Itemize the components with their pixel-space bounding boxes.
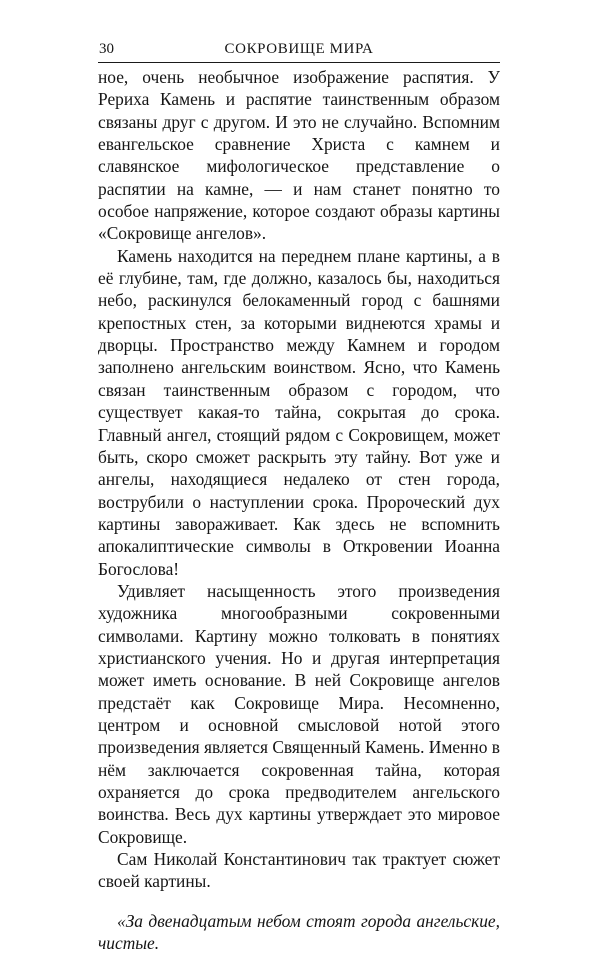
running-header — [98, 40, 500, 63]
paragraph: Камень находится на переднем плане картины, а в её глубине, там, где должно, казалось бы, находиться небо, раскинулся белокаменный город с башнями крепостных стен, за которыми виднеются храмы и дворцы. Пространство между Камнем и городом заполнено ангельским воинством. Ясно, что Камень связан таинственным образом с городом, что существует какая-то тайна, сокрытая до срока. Главный ангел, стоящий рядом с Сокровищем, может быть, скоро сможет раскрыть эту тайну. Вот уже и ангелы, находящиеся недалеко от стен города, вострубили о наступлении срока. Пророческий дух картины завораживает. Как здесь не вспомнить апокалиптические символы в Откровении Иоанна Богослова! — [98, 245, 500, 579]
paragraph: ное, очень необычное изображение распятия. У Рериха Камень и распятие таинственным образом связаны друг с другом. И это не случайно. Вспомним евангельское сравнение Христа с камнем и славянское мифологическое представление о распятии на камне, — и нам станет понятно то особое напряжение, которое создают образы картины «Сокровище ангелов». — [98, 67, 500, 244]
running-title: СОКРОВИЩЕ МИРА — [224, 41, 374, 57]
paragraph: Удивляет насыщенность этого произведения художника многообразными сокровенными символами. Картину можно толковать в понятиях христианского учения. Но и другая интерпретация может иметь основание. В ней Сокровище ангелов предстаёт как Сокровище Мира. Несомненно, центром и основной смысловой нотой этого произведения является Священный Камень. Именно в нём заключается сокровенная тайна, которая охраняется до срока предводителем ангельского воинства. Весь дух картины утверждает это мировое Сокровище. — [98, 580, 500, 847]
quotation: «За двенадцатым небом стоят города ангельские, чистые. — [98, 910, 500, 954]
body-text — [98, 66, 500, 954]
page-number: 30 — [99, 41, 114, 57]
paragraph: Сам Николай Константинович так трактует сюжет своей картины. — [98, 849, 500, 892]
